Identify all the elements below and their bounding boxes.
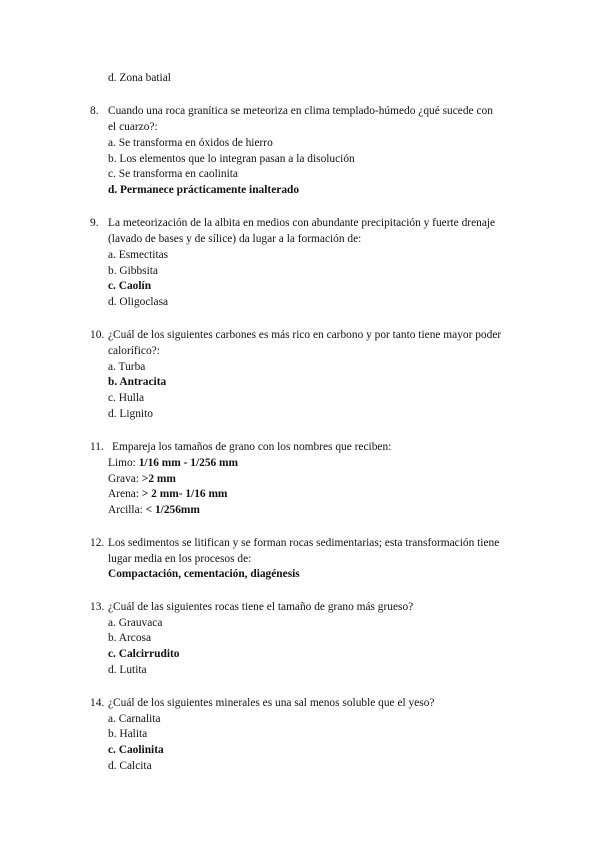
q11-arena-row <box>108 487 227 502</box>
q10-text-line2: calorífico?: <box>108 345 160 357</box>
q14-option-a: a. Carnalita <box>108 713 161 725</box>
q11-arena-value: > 2 mm- 1/16 mm <box>141 488 228 500</box>
q8-text-line1: Cuando una roca granítica se meteoriza en clima templado-húmedo ¿qué sucede con <box>108 105 493 117</box>
q12-answer: Compactación, cementación, diagénesis <box>108 568 300 580</box>
q13-option-a: a. Grauvaca <box>108 617 163 629</box>
q11-limo-label: Limo: <box>108 457 139 469</box>
q13-text-line1: ¿Cuál de las siguientes rocas tiene el tamaño de grano más grueso? <box>108 601 414 613</box>
q11-number: 11. <box>90 441 104 453</box>
q8-option-c: c. Se transforma en caolinita <box>108 168 238 180</box>
q10-number: 10. <box>90 329 105 341</box>
q12-text-line1: Los sedimentos se litifican y se forman rocas sedimentarias; esta transformación tiene <box>108 537 500 549</box>
q9-option-c-answer: c. Caolín <box>108 280 152 292</box>
q8-option-a: a. Se transforma en óxidos de hierro <box>108 137 273 149</box>
q14-number: 14. <box>90 697 105 709</box>
q10-text-line1: ¿Cuál de los siguientes carbones es más rico en carbono y por tanto tiene mayor poder <box>108 329 502 341</box>
q11-arena-label: Arena: <box>108 488 142 500</box>
q9-text-line2: (lavado de bases y de sílice) da lugar a la formación de: <box>108 233 362 245</box>
q10-option-c: c. Hulla <box>108 392 145 404</box>
q13-option-c-answer: c. Calcirrudito <box>108 648 180 660</box>
q13-number: 13. <box>90 601 105 613</box>
q9-option-a: a. Esmectitas <box>108 249 169 261</box>
q11-grava-row <box>108 472 176 487</box>
q10-option-b-answer: b. Antracita <box>108 376 167 388</box>
q11-grava-value: >2 mm <box>141 473 176 485</box>
q10-option-d: d. Lignito <box>108 408 153 420</box>
q12-number: 12. <box>90 537 105 549</box>
q13-option-b: b. Arcosa <box>108 632 152 644</box>
q8-option-b: b. Los elementos que lo integran pasan a la disolución <box>108 153 355 165</box>
q8-text-line2: el cuarzo?: <box>108 121 158 133</box>
q8-number: 8. <box>90 105 99 117</box>
q11-arcilla-label: Arcilla: <box>108 504 146 516</box>
q9-number: 9. <box>90 217 99 229</box>
q11-limo-value: 1/16 mm - 1/256 mm <box>138 457 239 469</box>
q13-option-d: d. Lutita <box>108 664 147 676</box>
q14-option-c-answer: c. Caolinita <box>108 744 164 756</box>
q9-option-b: b. Gibbsita <box>108 265 158 277</box>
q11-text-line1: Empareja los tamaños de grano con los nombres que reciben: <box>112 441 392 453</box>
q14-option-b: b. Halita <box>108 728 148 740</box>
q10-option-a: a. Turba <box>108 361 146 373</box>
q11-limo-row <box>108 456 238 471</box>
q11-grava-label: Grava: <box>108 473 142 485</box>
q9-text-line1: La meteorización de la albita en medios con abundante precipitación y fuerte drenaje <box>108 217 496 229</box>
prev-option-d: d. Zona batial <box>108 72 171 84</box>
q11-arcilla-value: < 1/256mm <box>145 504 200 516</box>
q8-option-d-answer: d. Permanece prácticamente inalterado <box>108 184 300 196</box>
q14-option-d: d. Calcita <box>108 760 152 772</box>
q11-arcilla-row <box>108 503 200 518</box>
q9-option-d: d. Oligoclasa <box>108 296 169 308</box>
q14-text-line1: ¿Cuál de los siguientes minerales es una sal menos soluble que el yeso? <box>108 697 435 709</box>
q12-text-line2: lugar media en los procesos de: <box>108 553 252 565</box>
